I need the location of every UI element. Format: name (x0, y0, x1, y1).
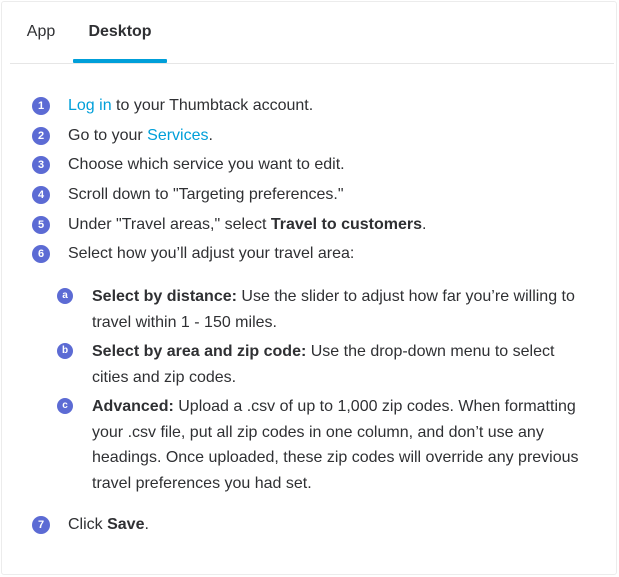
substep-a (57, 284, 582, 335)
substep-c (57, 394, 582, 496)
step-number-badge: 3 (32, 156, 50, 174)
step-text-post: . (422, 216, 427, 233)
step-number-badge: 6 (32, 245, 50, 263)
substep-letter-badge: c (57, 398, 73, 414)
active-tab-indicator (73, 59, 167, 63)
step-text: Choose which service you want to edit. (68, 156, 345, 173)
substep-letter-badge: b (57, 343, 73, 359)
substep-heading: Select by area and zip code: (92, 343, 307, 360)
platform-tabs (10, 2, 614, 64)
step-number-badge: 2 (32, 127, 50, 145)
step-number-badge: 5 (32, 216, 50, 234)
step-text-post: . (208, 127, 213, 144)
tab-desktop[interactable] (73, 2, 167, 62)
step-7 (32, 513, 592, 537)
step-text-rest: to your Thumbtack account. (111, 97, 314, 114)
step-number-badge: 1 (32, 97, 50, 115)
services-link[interactable]: Services (147, 127, 209, 144)
step-2 (32, 124, 592, 148)
step-text (68, 124, 213, 148)
substep-description: Use the drop-down menu to select cities and zip codes. (92, 343, 555, 386)
substep-text (92, 339, 582, 390)
step-4 (32, 183, 592, 207)
travel-to-customers-option: Travel to customers (270, 216, 423, 233)
save-label: Save (107, 516, 145, 533)
tab-app[interactable]: App (26, 23, 56, 40)
step-text-pre: Click (68, 516, 108, 533)
substep-text (92, 394, 582, 496)
substep-letter-badge: a (57, 288, 73, 304)
substep-text (92, 284, 582, 335)
substep-heading: Advanced: (92, 398, 174, 415)
step-6 (32, 242, 592, 266)
step-text (68, 513, 149, 537)
step-5 (32, 213, 592, 237)
step-text: Scroll down to "Targeting preferences." (68, 186, 344, 203)
step-text (68, 213, 426, 237)
substep-description: Upload a .csv of up to 1,000 zip codes. When formatting your .csv file, put all zip codes in one column, and don’t use any headings. Once uploaded, these zip codes will override any previous travel preferences you had set. (92, 398, 579, 492)
substep-heading: Select by distance: (92, 288, 237, 305)
log-in-link[interactable]: Log in (68, 97, 112, 114)
step-text: Select how you’ll adjust your travel area: (68, 245, 355, 262)
step-text-pre: Under "Travel areas," select (68, 216, 271, 233)
step-3 (32, 153, 592, 177)
tab-desktop-label: Desktop (88, 23, 152, 40)
step-number-badge: 4 (32, 186, 50, 204)
step-text-post: . (144, 516, 149, 533)
substep-description: Use the slider to adjust how far you’re willing to travel within 1 - 150 miles. (92, 288, 575, 331)
step-text (68, 94, 313, 118)
step-1 (32, 94, 592, 118)
substep-b (57, 339, 582, 390)
step-number-badge: 7 (32, 516, 50, 534)
step-text-pre: Go to your (68, 127, 148, 144)
